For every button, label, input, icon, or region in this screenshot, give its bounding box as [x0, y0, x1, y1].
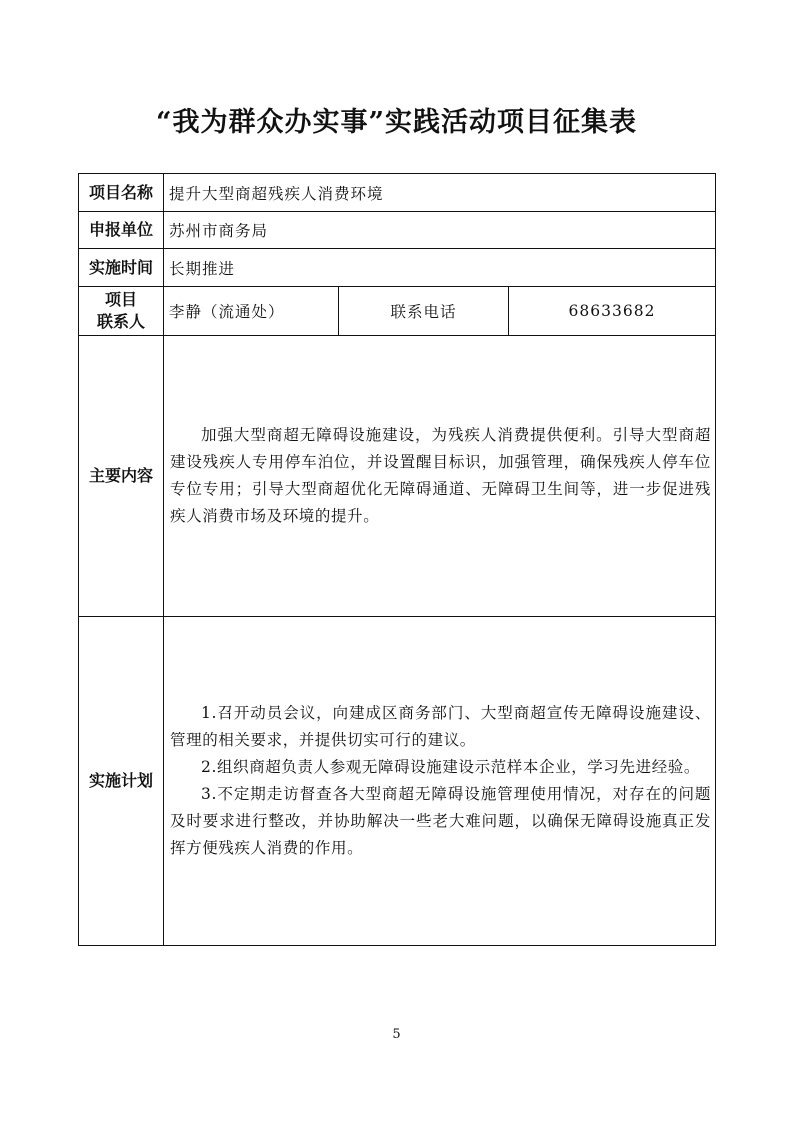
reporting-unit-value: 苏州市商务局: [164, 212, 716, 249]
plan-item-2: 2.组织商超负责人参观无障碍设施建设示范样本企业，学习先进经验。: [201, 758, 700, 776]
contact-label: [79, 287, 164, 336]
row-reporting-unit: [79, 212, 716, 249]
project-name-value: 提升大型商超残疾人消费环境: [164, 174, 716, 212]
contact-label-line2: 联系人: [96, 312, 145, 331]
main-content-label: 主要内容: [79, 336, 164, 617]
phone-label: 联系电话: [339, 287, 509, 336]
plan-item-3: 3.不定期走访督查各大型商超无障碍设施管理使用情况，对存在的问题及时要求进行整改，并协助解决一些老大难问题，以确保无障碍设施真正发挥方便残疾人消费的作用。: [170, 785, 712, 857]
row-contact: [79, 287, 716, 336]
project-name-label: 项目名称: [79, 174, 164, 212]
contact-label-line1: 项目: [104, 290, 137, 309]
main-content-cell: [164, 336, 716, 617]
phone-value: 68633682: [509, 287, 716, 336]
implementation-plan-cell: [164, 617, 716, 946]
project-form-table: [78, 173, 716, 946]
implementation-plan-label: 实施计划: [79, 617, 164, 946]
page-number: 5: [392, 1027, 401, 1042]
implementation-time-value: 长期推进: [164, 249, 716, 287]
row-implementation-plan: [79, 617, 716, 946]
row-main-content: [79, 336, 716, 617]
main-content-text: 加强大型商超无障碍设施建设，为残疾人消费提供便利。引导大型商超建设残疾人专用停车泊位，并设置醒目标识，加强管理，确保残疾人停车位专位专用；引导大型商超优化无障碍通道、无障碍卫生间等，进一步促进残疾人消费市场及环境的提升。: [170, 426, 712, 525]
contact-person-value: 李静（流通处）: [164, 287, 339, 336]
row-project-name: [79, 174, 716, 212]
row-implementation-time: [79, 249, 716, 287]
plan-item-1: 1.召开动员会议，向建成区商务部门、大型商超宣传无障碍设施建设、管理的相关要求，并提供切实可行的建议。: [170, 704, 712, 749]
document-title: “我为群众办实事”实践活动项目征集表: [155, 107, 638, 138]
implementation-time-label: 实施时间: [79, 249, 164, 287]
reporting-unit-label: 申报单位: [79, 212, 164, 249]
